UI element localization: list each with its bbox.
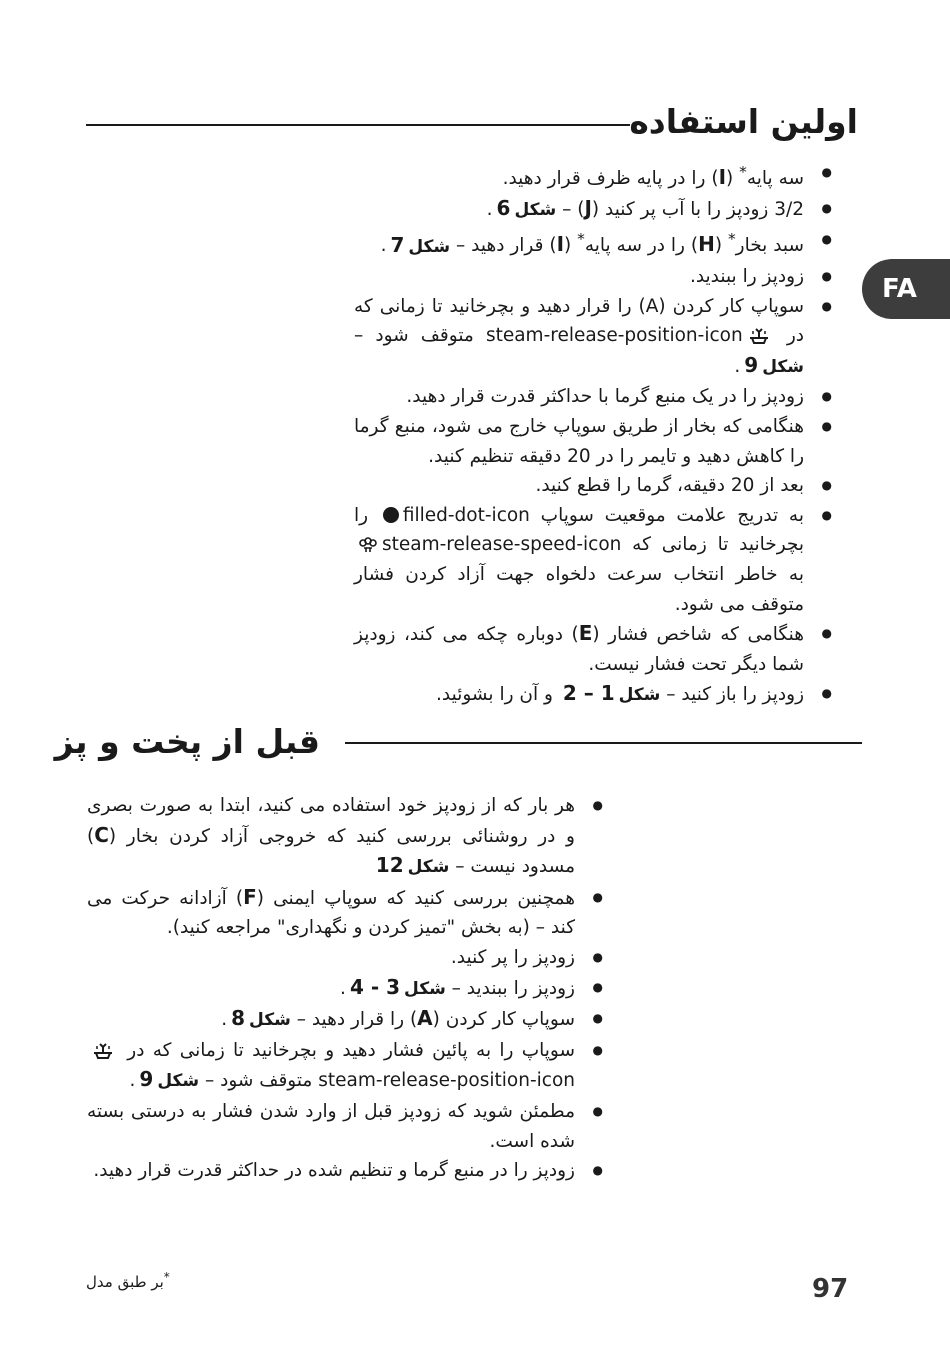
list-item: ● زودپز را در یک منبع گرما با حداکثر قدرت قرار دهید. [354,382,834,412]
list-item: ● به تدریج علامت موقعیت سوپاپ filled-dot-icon را بچرخانید تا زمانی که steam-release-speed-icon به خاطر انتخاب سرعت دلخواه جهت آزاد کردن فشار متوقف می شود. [354,501,834,619]
title-underline [86,124,630,126]
steam-release-position-icon [91,1040,115,1060]
list-item: ● هر بار که از زودپز خود استفاده می کنید، ابتدا به صورت بصری و در روشنائی بررسی کنید که خروجی آزاد کردن بخار (C) مسدود نیست – شکل12 [87,791,605,883]
before-cooking-steps-list [87,791,605,1186]
footnote: *بر طبق مدل [86,1270,170,1291]
section-title-before-cooking: قبل از پخت و پز [54,722,320,761]
list-item: ● سبد بخار* (H) را در سه پایه* (I) قرار دهید – شکل7. [354,225,834,262]
list-item: ● هنگامی که بخار از طریق سوپاپ خارج می شود، منبع گرما را کاهش دهید و تایمر را در 20 دقیقه تنظیم کنید. [354,412,834,471]
list-item: ● سوپاپ کار کردن (A) را قرار دهید – شکل8. [87,1004,605,1036]
page-number: 97 [812,1274,849,1304]
list-item: ● هنگامی که شاخص فشار (E) دوباره چکه می کند، زودپز شما دیگر تحت فشار نیست. [354,619,834,679]
language-tab: FA [862,259,950,319]
list-item: ● سه پایه* (I) را در پایه ظرف قرار دهید. [354,158,834,194]
list-item: ● زودپز را ببندید. [354,262,834,292]
list-item: ● زودپز را باز کنید – شکل1 – 2 و آن را بشوئید. [354,679,834,711]
list-item: ● زودپز را ببندید – شکل3 - 4. [87,973,605,1005]
list-item: ● زودپز را در منبع گرما و تنظیم شده در حداکثر قدرت قرار دهید. [87,1156,605,1186]
list-item: ● سوپاپ کار کردن (A) را قرار دهید و بچرخانید تا زمانی که در steam-release-position-icon متوقف شود – شکل9. [354,292,834,383]
list-item: ● همچنین بررسی کنید که سوپاپ ایمنی (F) آزادانه حرکت می کند – (به بخش "تمیز کردن و نگهداری" مراجعه کنید). [87,883,605,943]
list-item: ● 3/2 زودپز را با آب پر کنید (J) – شکل6. [354,194,834,226]
list-item: ● سوپاپ را به پائین فشار دهید و بچرخانید تا زمانی که در steam-release-position-icon متوقف شود – شکل9. [87,1036,605,1097]
filled-dot-icon [383,507,399,523]
steam-release-speed-icon [358,534,378,554]
list-item: ● زودپز را پر کنید. [87,943,605,973]
title-underline [345,742,862,744]
list-item: ● بعد از 20 دقیقه، گرما را قطع کنید. [354,471,834,501]
steam-release-position-icon [747,325,771,345]
first-use-steps-list [354,158,834,711]
section-title-first-use: اولین استفاده [629,102,858,141]
list-item: ● مطمئن شوید که زودپز قبل از وارد شدن فشار به درستی بسته شده است. [87,1097,605,1156]
